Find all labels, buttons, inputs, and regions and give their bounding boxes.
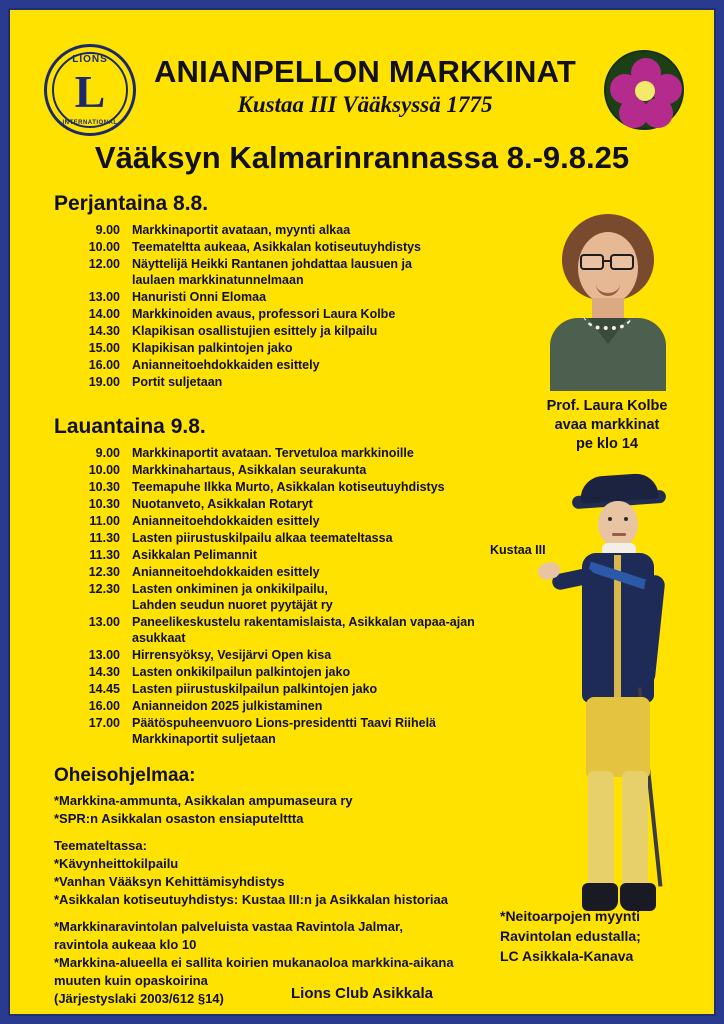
tricorn-hat-icon <box>579 472 659 503</box>
row-time: 13.00 <box>88 648 120 662</box>
saturday-title: Lauantaina 9.8. <box>54 415 206 438</box>
logo-letter: L <box>74 66 106 117</box>
schedule-row <box>74 462 524 478</box>
row-time: 14.30 <box>88 665 120 679</box>
row-time: 11.30 <box>89 531 120 545</box>
row-time: 19.00 <box>88 375 120 389</box>
poster-header <box>10 10 714 175</box>
row-event-text: Markkinoiden avaus, professori Laura Kolbe <box>132 307 396 321</box>
schedule-row <box>74 256 484 288</box>
schedule-row <box>74 698 524 714</box>
row-event <box>132 256 412 288</box>
mouth-shape <box>612 533 626 536</box>
laura-kolbe-caption <box>522 397 692 454</box>
schedule-row <box>74 239 484 255</box>
row-event <box>132 530 393 546</box>
schedule-saturday <box>54 415 524 748</box>
row-event-text: Anianneidon 2025 julkistaminen <box>132 699 323 713</box>
schedule-friday <box>54 192 484 391</box>
row-event <box>132 239 421 255</box>
schedule-row <box>74 715 524 747</box>
row-event <box>132 547 257 563</box>
eye-shape <box>608 517 612 521</box>
schedule-row <box>74 547 524 563</box>
extra-line: *Vanhan Vääksyn Kehittämisyhdistys <box>54 874 285 889</box>
leg-shape <box>622 771 648 891</box>
poster <box>8 8 716 1016</box>
row-event-text: Paneelikeskustelu rakentamislaista, Asikkalan vapaa-ajan asukkaat <box>132 615 475 645</box>
row-event-text: Markkinaportit avataan, myynti alkaa <box>132 223 351 237</box>
row-event-cont: Markkinaportit suljetaan <box>132 732 276 746</box>
lions-club-logo <box>44 44 136 136</box>
caption-line: Prof. Laura Kolbe <box>546 398 668 414</box>
eye-shape <box>624 517 628 521</box>
row-event-text: Lasten piirustuskilpailu alkaa teemateltassa <box>132 531 393 545</box>
extra-line: *Asikkalan kotiseutuyhdistys: Kustaa III:n ja Asikkalan historiaa <box>54 892 448 907</box>
schedule-row <box>74 479 524 495</box>
row-event-text: Markkinaportit avataan. Tervetuloa markkinoille <box>132 446 414 460</box>
row-event-text: Päätöspuheenvuoro Lions-presidentti Taavi Riihelä <box>132 716 436 730</box>
schedule-row <box>74 496 524 512</box>
row-event-text: Näyttelijä Heikki Rantanen johdattaa lausuen ja <box>132 257 412 271</box>
friday-rows <box>74 222 484 390</box>
raffle-line: Ravintolan edustalla; <box>500 928 641 944</box>
schedule-row <box>74 564 524 580</box>
extra-program <box>54 765 524 1008</box>
row-event <box>132 581 333 613</box>
row-time: 9.00 <box>95 223 120 237</box>
club-footer: Lions Club Asikkala <box>291 985 433 1002</box>
row-event-text: Klapikisan palkintojen jako <box>132 341 293 355</box>
schedule-row <box>74 664 524 680</box>
page-title: ANIANPELLON MARKKINAT <box>153 54 577 89</box>
row-time: 10.30 <box>88 497 120 511</box>
spacer <box>54 909 524 918</box>
row-time: 11.00 <box>89 514 120 528</box>
schedule-row <box>74 222 484 238</box>
schedule-row <box>74 581 524 613</box>
saturday-rows <box>74 445 524 747</box>
row-event <box>132 306 395 322</box>
raffle-note <box>500 906 690 966</box>
row-event <box>132 564 320 580</box>
extra-line: *Kävynheittokilpailu <box>54 856 179 871</box>
row-event-text: Anianneitoehdokkaiden esittely <box>132 565 320 579</box>
row-time: 10.00 <box>88 463 120 477</box>
row-event-text: Anianneitoehdokkaiden esittely <box>132 358 320 372</box>
flower-petal <box>643 98 673 128</box>
extra-note: ravintola aukeaa klo 10 <box>54 937 197 952</box>
row-event <box>132 289 266 305</box>
breeches-shape <box>586 697 650 777</box>
row-event-text: Lasten onkikilpailun palkintojen jako <box>132 665 351 679</box>
row-time: 16.00 <box>88 699 120 713</box>
face-shape <box>598 501 638 547</box>
raffle-line: *Neitoarpojen myynti <box>500 908 641 924</box>
extra-line: *Markkina-ammunta, Asikkalan ampumaseura ry <box>54 793 353 808</box>
schedule-row <box>74 289 484 305</box>
row-event <box>132 496 313 512</box>
flower-emblem-icon <box>604 50 684 130</box>
spacer <box>54 828 524 837</box>
page-subtitle: Kustaa III Vääksyssä 1775 <box>237 92 493 117</box>
row-time: 11.30 <box>89 548 120 562</box>
caption-line: pe klo 14 <box>575 436 639 452</box>
glasses-icon <box>610 254 634 270</box>
row-event-text: Teemateltta aukeaa, Asikkalan kotiseutuyhdistys <box>132 240 422 254</box>
row-event-text: Markkinahartaus, Asikkalan seurakunta <box>132 463 367 477</box>
row-event-text: Hanuristi Onni Elomaa <box>132 290 267 304</box>
schedule-row <box>74 614 524 646</box>
schedule-row <box>74 306 484 322</box>
leg-shape <box>588 771 614 891</box>
schedule-row <box>74 340 484 356</box>
row-event <box>132 374 222 390</box>
raffle-line: LC Asikkala-Kanava <box>500 948 634 964</box>
row-event <box>132 357 320 373</box>
extra-note: (Järjestyslaki 2003/612 §14) <box>54 991 224 1006</box>
row-event <box>132 323 377 339</box>
extra-note: muuten kuin opaskoirina <box>54 973 208 988</box>
row-time: 14.45 <box>88 682 120 696</box>
row-time: 12.00 <box>88 257 120 271</box>
schedule-row <box>74 323 484 339</box>
row-event-text: Asikkalan Pelimannit <box>132 548 258 562</box>
extra-line: Teemateltassa: <box>54 838 147 853</box>
row-event <box>132 698 322 714</box>
row-event <box>132 513 320 529</box>
row-event-text: Nuotanveto, Asikkalan Rotaryt <box>132 497 313 511</box>
kustaa-iii-label: Kustaa III <box>490 543 546 557</box>
row-time: 12.30 <box>88 565 120 579</box>
laura-kolbe-photo <box>532 206 682 391</box>
row-event <box>132 340 292 356</box>
row-event-text: Lasten piirustuskilpailun palkintojen jako <box>132 682 378 696</box>
glasses-icon <box>580 254 604 270</box>
logo-top-word: LIONS <box>72 54 108 65</box>
row-event-text: Teemapuhe Ilkka Murto, Asikkalan kotiseutuyhdistys <box>132 480 445 494</box>
extra-note: *Markkinaravintolan palveluista vastaa Ravintola Jalmar, <box>54 919 403 934</box>
row-event <box>132 462 366 478</box>
extra-line: *SPR:n Asikkalan osaston ensiaputelttta <box>54 811 304 826</box>
row-event <box>132 647 331 663</box>
row-event <box>132 715 436 747</box>
schedule-row <box>74 357 484 373</box>
row-event <box>132 681 377 697</box>
row-event <box>132 222 350 238</box>
row-event-text: Lasten onkiminen ja onkikilpailu, <box>132 582 328 596</box>
glasses-bridge <box>604 260 610 262</box>
row-time: 10.00 <box>88 240 120 254</box>
row-time: 9.00 <box>95 446 120 460</box>
row-event <box>132 479 445 495</box>
row-time: 14.30 <box>88 324 120 338</box>
extra-note: *Markkina-alueella ei sallita koirien mukanaoloa markkina-aikana <box>54 955 454 970</box>
schedule-row <box>74 530 524 546</box>
row-event <box>132 445 414 461</box>
row-event-text: Anianneitoehdokkaiden esittely <box>132 514 320 528</box>
row-event <box>132 614 524 646</box>
row-time: 15.00 <box>88 341 120 355</box>
schedule-row <box>74 681 524 697</box>
friday-title: Perjantaina 8.8. <box>54 192 209 215</box>
caption-line: avaa markkinat <box>554 417 660 433</box>
row-time: 16.00 <box>88 358 120 372</box>
row-event-text: Portit suljetaan <box>132 375 223 389</box>
schedule-row <box>74 445 524 461</box>
schedule-row <box>74 647 524 663</box>
flower-center <box>635 81 655 101</box>
row-time: 13.00 <box>88 290 120 304</box>
row-time: 12.30 <box>88 582 120 596</box>
schedule-row <box>74 513 524 529</box>
laura-kolbe-block <box>522 206 692 454</box>
logo-bottom-word: INTERNATIONAL <box>62 120 118 126</box>
row-time: 17.00 <box>88 716 120 730</box>
row-event-cont: laulaen markkinatunnelmaan <box>132 273 304 287</box>
row-time: 10.30 <box>88 480 120 494</box>
row-event-cont: Lahden seudun nuoret pyytäjät ry <box>132 598 333 612</box>
row-time: 14.00 <box>88 307 120 321</box>
row-time: 13.00 <box>88 615 120 629</box>
schedule-row <box>74 374 484 390</box>
event-place-dates: Vääksyn Kalmarinrannassa 8.-9.8.25 <box>94 140 630 175</box>
extra-program-title: Oheisohjelmaa: <box>54 765 196 786</box>
row-event <box>132 664 350 680</box>
row-event-text: Klapikisan osallistujien esittely ja kilpailu <box>132 324 378 338</box>
row-event-text: Hirrensyöksy, Vesijärvi Open kisa <box>132 648 332 662</box>
